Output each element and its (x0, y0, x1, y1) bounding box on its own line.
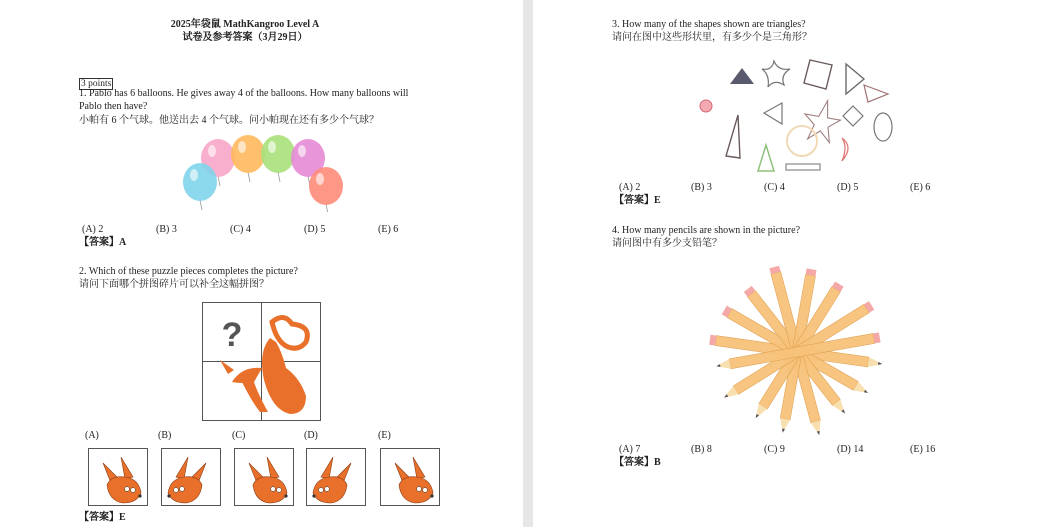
q4-text-en: 4. How many pencils are shown in the picture? (612, 225, 801, 236)
q1-answer: 【答案】A (79, 237, 127, 248)
q4-option-b: (B) 8 (691, 444, 712, 455)
triangle-shape (864, 85, 888, 102)
q2-piece-c (234, 448, 294, 506)
kangaroo-head-icon (162, 449, 220, 505)
q2-option-a-label: (A) (85, 430, 99, 441)
q1-option-e: (E) 6 (378, 224, 399, 235)
q1-option-c: (C) 4 (230, 224, 251, 235)
rhombus-shape (804, 60, 832, 89)
q2-option-e-label: (E) (378, 430, 391, 441)
q2-text-en: 2. Which of these puzzle pieces completes the picture? (79, 266, 298, 277)
q1-option-d: (D) 5 (304, 224, 326, 235)
triangle-shape (730, 68, 754, 84)
q3-option-c: (C) 4 (764, 182, 785, 193)
q2-puzzle-grid (202, 302, 322, 422)
page-title: 2025年袋鼠 MathKangroo Level A (170, 19, 320, 30)
question-mark: ? (221, 316, 243, 354)
triangle-shape (758, 145, 774, 171)
q2-piece-a (88, 448, 148, 506)
balloon-icon (183, 163, 217, 210)
diamond-shape (843, 106, 863, 126)
kangaroo-head-icon (235, 449, 293, 505)
q3-text-zh: 请问在图中这些形状里，有多少个是三角形？ (612, 32, 812, 43)
circle-shape (787, 126, 817, 156)
balloon-icon (261, 135, 295, 182)
circle-shape (700, 100, 712, 112)
page-subtitle: 试卷及参考答案（3月29日） (182, 32, 308, 43)
q4-text-zh: 请问图中有多少支铅笔？ (612, 238, 722, 249)
triangle-shape (846, 64, 864, 94)
q2-piece-b (161, 448, 221, 506)
rectangle-shape (786, 164, 820, 170)
q3-option-b: (B) 3 (691, 182, 712, 193)
q3-option-a: (A) 2 (619, 182, 641, 193)
star-shape (801, 97, 844, 144)
q3-answer: 【答案】E (614, 195, 661, 206)
q1-option-a: (A) 2 (82, 224, 104, 235)
q2-option-b-label: (B) (158, 430, 172, 441)
q4-option-a: (A) 7 (619, 444, 641, 455)
page-divider (523, 0, 533, 527)
balloon-icon (309, 167, 343, 212)
q1-balloons-image (176, 132, 356, 212)
q3-text-en: 3. How many of the shapes shown are triangles? (612, 19, 806, 30)
kangaroo-head-icon (307, 449, 365, 505)
triangle-shape (764, 103, 782, 124)
q1-text-en-line2: Pablo then have? (79, 101, 148, 112)
triangle-shape (726, 115, 740, 158)
q4-option-c: (C) 9 (764, 444, 785, 455)
q2-piece-e (380, 448, 440, 506)
q4-option-e: (E) 16 (910, 444, 936, 455)
kangaroo-head-icon (89, 449, 147, 505)
q4-pencils-image (700, 262, 895, 442)
q2-piece-d (306, 448, 366, 506)
q3-shapes-image (690, 55, 910, 180)
q3-option-e: (E) 6 (910, 182, 931, 193)
points-label: 3 points (81, 79, 112, 89)
q1-option-b: (B) 3 (156, 224, 177, 235)
q2-option-d-label: (D) (304, 430, 318, 441)
kangaroo-head-icon (381, 449, 439, 505)
star-shape (762, 61, 790, 87)
q1-text-zh: 小帕有 6 个气球。他送出去 4 个气球。问小帕现在还有多少个气球？ (79, 115, 379, 126)
balloon-icon (231, 135, 265, 182)
q4-answer: 【答案】B (614, 457, 661, 468)
q1-text-en-line1: 1. Pablo has 6 balloons. He gives away 4 of the balloons. How many balloons will (79, 88, 409, 99)
q4-option-d: (D) 14 (837, 444, 864, 455)
q3-option-d: (D) 5 (837, 182, 859, 193)
q2-option-c-label: (C) (232, 430, 246, 441)
q2-answer: 【答案】E (79, 512, 126, 523)
crescent-shape (842, 138, 848, 161)
oval-shape (874, 113, 892, 141)
q2-text-zh: 请问下面哪个拼图碎片可以补全这幅拼图？ (79, 279, 269, 290)
